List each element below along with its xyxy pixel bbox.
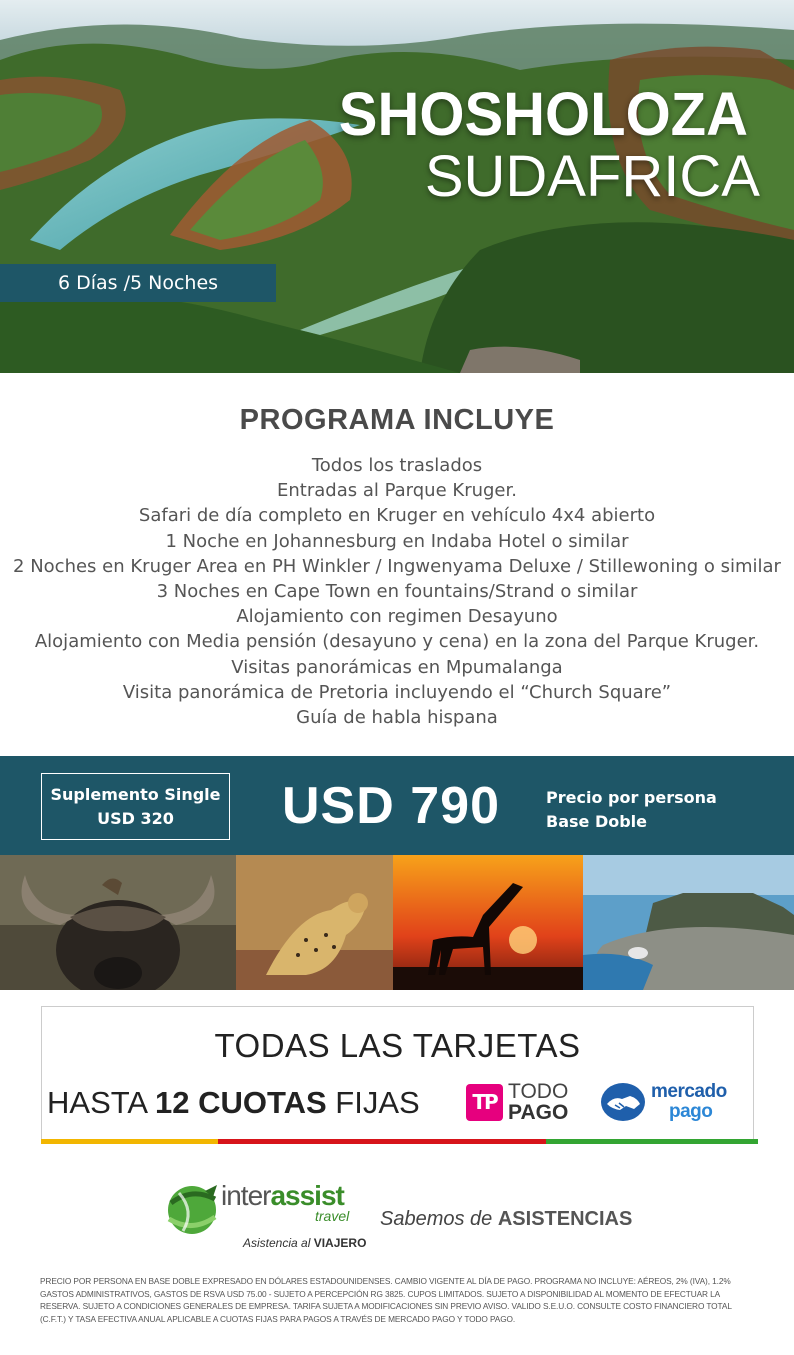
list-item: 2 Noches en Kruger Area en PH Winkler / Ingwenyama Deluxe / Stillewoning o similar: [13, 555, 781, 577]
todopago-mark-icon: TP: [466, 1084, 503, 1121]
slogan-part1: Sabemos de: [380, 1208, 493, 1230]
list-item: Visita panorámica de Pretoria incluyendo el “Church Square”: [122, 681, 672, 703]
brand-travel: travel: [315, 1208, 350, 1224]
mercadopago-logo: [598, 1079, 738, 1127]
payment-box: [41, 1006, 754, 1141]
cape-town-photo: [583, 855, 794, 990]
cheetah-photo: [236, 855, 393, 990]
stripe-yellow: [41, 1139, 218, 1144]
brand-tagline: [243, 1236, 366, 1250]
installments-highlight: 12 CUOTAS: [154, 1085, 327, 1120]
installments-prefix: HASTA: [47, 1085, 147, 1120]
interassist-logo: [165, 1175, 365, 1255]
list-item: Alojamiento con Media pensión (desayuno y cena) en la zona del Parque Kruger.: [34, 631, 760, 653]
single-supplement-box: [41, 773, 230, 840]
includes-title: PROGRAMA INCLUYE: [239, 404, 555, 436]
handshake-icon: [600, 1082, 646, 1122]
list-item: Todos los traslados: [311, 455, 483, 476]
includes-list: [0, 453, 794, 730]
brand-tagline-part2: VIAJERO: [313, 1236, 367, 1250]
photo-strip: [0, 855, 794, 990]
todopago-logo: [466, 1081, 576, 1125]
slogan: [380, 1208, 632, 1231]
todopago-line2: PAGO: [508, 1101, 569, 1124]
legal-disclaimer: PRECIO POR PERSONA EN BASE DOBLE EXPRESADO EN DÓLARES ESTADOUNIDENSES. CAMBIO VIGENTE AL DÍA DE PAGO. PROGRAMA NO INCLUYE: AÉREOS, 2% (IVA), 1.2% GASTOS ADMINISTRATIVOS, GASTOS DE RSVA USD 75.00 - SUJETO A PERCEPCIÓN RG 3825. CUPOS LIMITADOS. SUJETO A DISPONIBILIDAD AL MOMENTO DE EFECTUAR LA RESERVA. SUJETO A CONDICIONES GENERALES DE EMPRESA. TARIFA SUJETA A MODIFICACIONES SIN PREVIO AVISO. VALIDO S.E.U.O. CONSULTE COSTO FINANCIERO TOTAL (C.F.T.) Y TASA EFECTIVA ANUAL APLICABLE A CUOTAS FIJAS PARA PAGOS A TRAVÉS DE MERCADO PAGO Y TODO PAGO.: [40, 1276, 732, 1324]
mercadopago-line2: pago: [669, 1101, 713, 1122]
price-basis: [546, 786, 717, 834]
brand-name: [221, 1182, 344, 1210]
price-bar: [0, 756, 794, 855]
list-item: 1 Noche en Johannesburg en Indaba Hotel o similar: [165, 530, 629, 552]
stripe-red: [218, 1139, 546, 1144]
price-amount: USD 790: [282, 777, 500, 835]
list-item: Visitas panorámicas en Mpumalanga: [231, 656, 563, 678]
supplement-label: Suplemento Single: [50, 785, 221, 804]
color-stripe: [41, 1139, 758, 1144]
hero-banner: [0, 0, 794, 373]
installments-suffix: FIJAS: [335, 1085, 420, 1120]
installments-text: [47, 1085, 420, 1121]
todopago-line1: TODO: [508, 1080, 569, 1103]
brand-name-assist: assist: [270, 1180, 344, 1211]
stripe-green: [546, 1139, 758, 1144]
duration-badge: 6 Días /5 Noches: [0, 264, 276, 302]
slogan-part2: ASISTENCIAS: [497, 1208, 633, 1230]
payment-title: TODAS LAS TARJETAS: [214, 1027, 581, 1064]
hero-title: [338, 80, 760, 209]
buffalo-photo: [0, 855, 236, 990]
globe-icon: [165, 1181, 219, 1239]
list-item: Guía de habla hispana: [296, 707, 498, 729]
giraffe-sunset-photo: [393, 855, 583, 990]
list-item: 3 Noches en Cape Town en fountains/Strand o similar: [156, 581, 638, 603]
mercadopago-line1: mercado: [651, 1081, 727, 1102]
hero-title-line2: SUDAFRICA: [424, 144, 760, 209]
list-item: Alojamiento con regimen Desayuno: [236, 606, 558, 628]
brand-tagline-part1: Asistencia al: [243, 1236, 311, 1250]
brand-name-inter: inter: [221, 1180, 271, 1211]
list-item: Safari de día completo en Kruger en vehículo 4x4 abierto: [138, 505, 656, 527]
price-basis-line1: Precio por persona: [546, 788, 717, 807]
list-item: Entradas al Parque Kruger.: [277, 480, 517, 502]
supplement-value: USD 320: [97, 809, 174, 828]
price-basis-line2: Base Doble: [546, 812, 647, 831]
hero-title-line1: SHOSHOLOZA: [338, 80, 748, 149]
